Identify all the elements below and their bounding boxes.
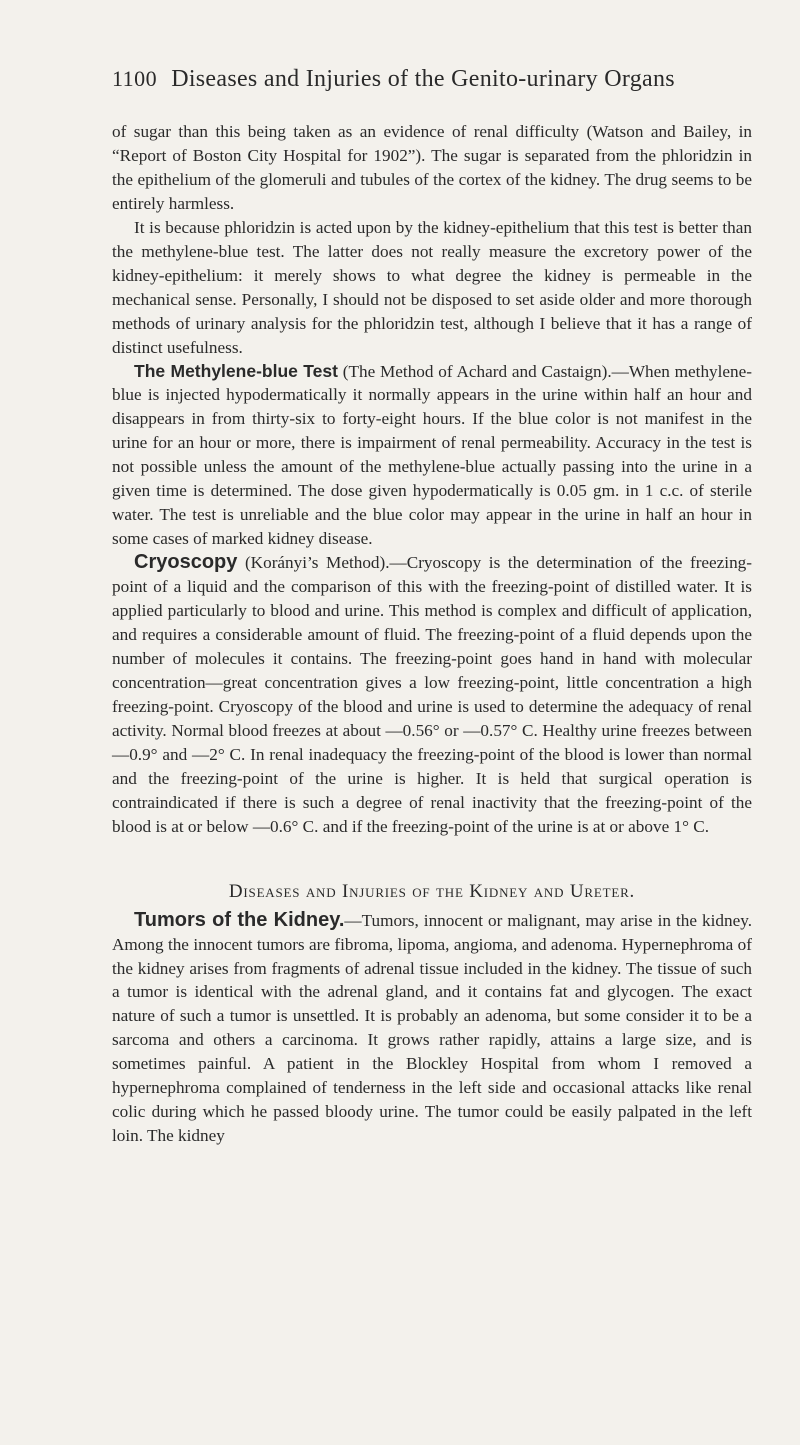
tumors-text: —Tumors, innocent or malignant, may arise in the kidney. Among the innocent tumors are fibroma, lipoma, angioma, and adenoma. Hypernephroma of the kidney arises from fragments of adrenal tissue included in the kidney. The tissue of such a tumor is identical with the adrenal gland, and it contains fat and glycogen. The exact nature of such a tumor is unsettled. It is probably an adenoma, but some consider it to be a sarcoma and others a carcinoma. It grows rather rapidly, attains a large size, and is sometimes painful. A patient in the Blockley Hospital from whom I removed a hypernephroma complained of tenderness in the left side and occasional attacks like renal colic during which he passed bloody urine. The tumor could be easily palpated in the left loin. The kidney: [112, 910, 752, 1146]
methylene-blue-text: (The Method of Achard and Castaign).—When methylene-blue is injected hypodermatically it normally appears in the urine within half an hour and disappears in from thirty-six to forty-eight hours. If the blue color is not manifest in the urine for an hour or more, there is impairment of renal permeability. Accuracy in the test is not possible unless the amount of the methylene-blue actually passing into the urine in a given time is determined. The dose given hypodermatically is 0.05 gm. in 1 c.c. of sterile water. The test is unreliable and the blue color may appear in the urine in half an hour in some cases of marked kidney disease.: [112, 361, 752, 549]
running-title: Diseases and Injuries of the Genito-urinary Organs: [171, 66, 675, 92]
run-in-heading-methylene-blue: The Methylene-blue Test: [134, 360, 338, 381]
run-in-heading-cryoscopy: Cryoscopy: [134, 551, 238, 574]
page-header: [112, 66, 740, 98]
cryoscopy-text: (Korányi’s Method).—Cryoscopy is the determination of the freezing-point of a liquid and the comparison of this with the freezing-point of distilled water. It is applied particularly to blood and urine. This method is complex and difficult of application, and requires a considerable amount of fluid. The freezing-point of a fluid depends upon the number of molecules it contains. The freezing-point goes hand in hand with molecular concentration—great concentration gives a low freezing-point, little concentration a high freezing-point. Cryoscopy of the blood and urine is used to determine the adequacy of renal activity. Normal blood freezes at about —0.56° or —0.57° C. Healthy urine freezes between —0.9° and —2° C. In renal inadequacy the freezing-point of the blood is lower than normal and the freezing-point of the urine is higher. It is held that surgical operation is contraindicated if there is such a degree of renal inactivity that the freezing-point of the blood is at or below —0.6° C. and if the freezing-point of the urine is at or above 1° C.: [112, 553, 752, 836]
section-heading-kidney-ureter: Diseases and Injuries of the Kidney and Ureter.: [228, 880, 636, 902]
page-number: 1100: [112, 66, 158, 91]
paragraph-methylene-blue-test: [112, 360, 752, 552]
body-text: [112, 120, 752, 1148]
run-in-heading-tumors: Tumors of the Kidney.: [134, 908, 345, 931]
paragraph-cryoscopy: [112, 551, 752, 838]
paragraph-phloridzin-comparison: It is because phloridzin is acted upon by the kidney-epithelium that this test is better than the methylene-blue test. The latter does not really measure the excretory power of the kidney-epithelium: it merely shows to what degree the kidney is permeable in the mechanical sense. Personally, I should not be disposed to set aside older and more thorough methods of urinary analysis for the phloridzin test, although I believe that it has a range of distinct usefulness.: [112, 217, 752, 357]
paragraph-phloridzin-continued: of sugar than this being taken as an evidence of renal difficulty (Watson and Bailey, in “Report of Boston City Hospital for 1902”). The sugar is separated from the phloridzin in the epithelium of the glomeruli and tubules of the cortex of the kidney. The drug seems to be entirely harmless.: [112, 122, 752, 213]
paragraph-tumors-of-kidney: [112, 909, 752, 1149]
